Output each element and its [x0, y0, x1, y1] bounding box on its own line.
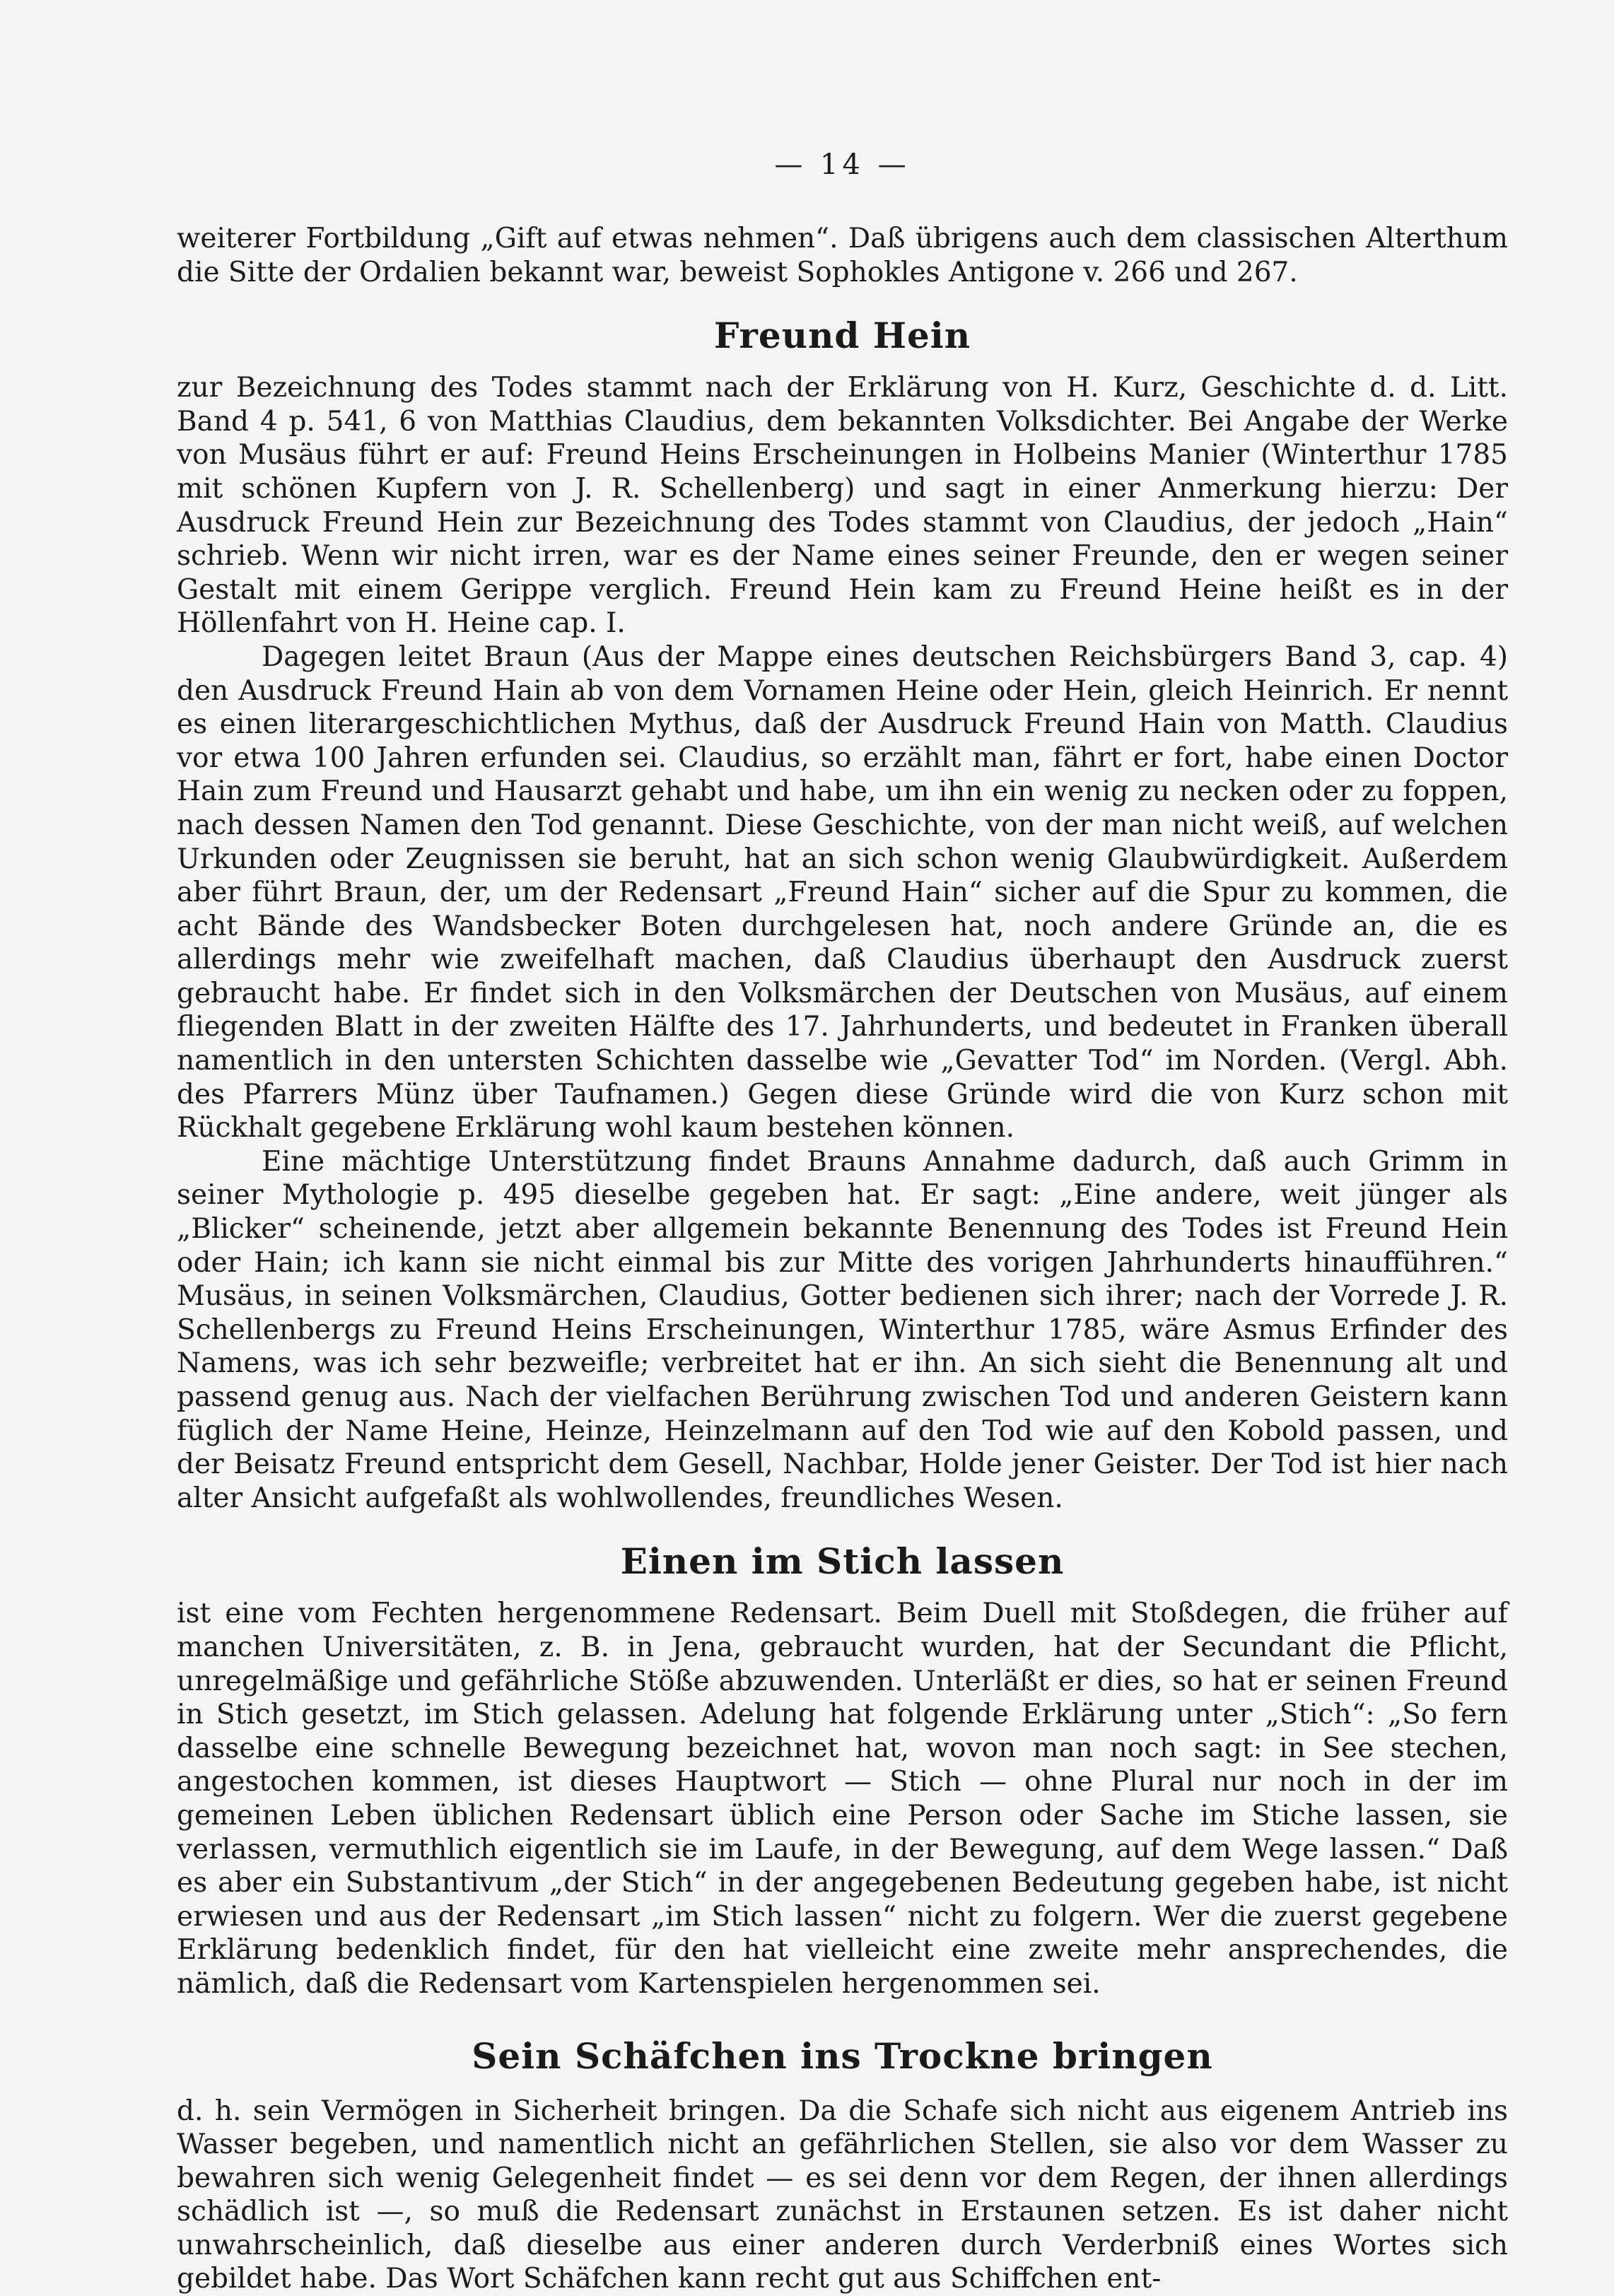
paragraph: ist eine vom Fechten hergenommene Redensart. Beim Duell mit Stoßdegen, die früher auf manchen Universitäten, z. B. in Jena, gebraucht wurden, hat der Secundant die Pflicht, unregelmäßige und gefährliche Stöße abzuwenden. Unterläßt er dies, so hat er seinen Freund in Stich gesetzt, im Stich gelassen. Adelung hat folgende Erklärung unter „Stich“: „So fern dasselbe eine schnelle Bewegung bezeichnet hat, wovon man noch sagt: in See stechen, angestochen kommen, ist dieses Hauptwort — Stich — ohne Plural nur noch in der im gemeinen Leben üblichen Redensart üblich eine Person oder Sache im Stiche lassen, sie verlassen, vermuthlich eigentlich sie im Laufe, in der Bewegung, auf dem Wege lassen.“ Daß es aber ein Substantivum „der Stich“ in der angegebenen Bedeutung gegeben habe, ist nicht erwiesen und aus der Redensart „im Stich lassen“ nicht zu folgern. Wer die zuerst gegebene Erklärung bedenklich findet, für den hat vielleicht eine zweite mehr ansprechendes, die nämlich, daß die Redensart vom Kartenspielen hergenommen sei. [177, 1597, 1508, 2001]
paragraph: d. h. sein Vermögen in Sicherheit bringen. Da die Schafe sich nicht aus eigenem Antrieb ins Wasser begeben, und namentlich nicht an gefährlichen Stellen, sie also vor dem Wasser zu bewahren sich wenig Gelegenheit findet — es sei denn vor dem Regen, der ihnen allerdings schädlich ist —, so muß die Redensart zunächst in Erstaunen setzen. Es ist daher nicht unwahrscheinlich, daß dieselbe aus einer anderen durch Verderbniß eines Wortes sich gebildet habe. Das Wort Schäfchen kann recht gut aus Schiffchen ent- [177, 2095, 1508, 2296]
page-number: — 14 — [177, 148, 1508, 181]
section-heading-schaefchen: Sein Schäfchen ins Trockne bringen [177, 2035, 1508, 2078]
intro-paragraph: weiterer Fortbildung „Gift auf etwas nehmen“. Daß übrigens auch dem classischen Alterthum die Sitte der Ordalien bekannt war, beweist Sophokles Antigone v. 266 und 267. [177, 222, 1508, 289]
paragraph: Eine mächtige Unterstützung findet Brauns Annahme dadurch, daß auch Grimm in seiner Mythologie p. 495 dieselbe gegeben hat. Er sagt: „Eine andere, weit jünger als „Blicker“ scheinende, jetzt aber allgemein bekannte Benennung des Todes ist Freund Hein oder Hain; ich kann sie nicht einmal bis zur Mitte des vorigen Jahrhunderts hinaufführen.“ Musäus, in seinen Volksmärchen, Claudius, Gotter bedienen sich ihrer; nach der Vorrede J. R. Schellenbergs zu Freund Heins Erscheinungen, Winterthur 1785, wäre Asmus Erfinder des Namens, was ich sehr bezweifle; verbreitet hat er ihn. An sich sieht die Benennung alt und passend genug aus. Nach der vielfachen Berührung zwischen Tod und anderen Geistern kann füglich der Name Heine, Heinze, Heinzelmann auf den Tod wie auf den Kobold passen, und der Beisatz Freund entspricht dem Gesell, Nachbar, Holde jener Geister. Der Tod ist hier nach alter Ansicht aufgefaßt als wohlwollendes, freundliches Wesen. [177, 1145, 1508, 1516]
paragraph: zur Bezeichnung des Todes stammt nach der Erklärung von H. Kurz, Geschichte d. d. Litt. Band 4 p. 541, 6 von Matthias Claudius, dem bekannten Volksdichter. Bei Angabe der Werke von Musäus führt er auf: Freund Heins Erscheinungen in Holbeins Manier (Winterthur 1785 mit schönen Kupfern von J. R. Schellenberg) und sagt in einer Anmerkung hierzu: Der Ausdruck Freund Hein zur Bezeichnung des Todes stammt von Claudius, der jedoch „Hain“ schrieb. Wenn wir nicht irren, war es der Name eines seiner Freunde, den er wegen seiner Gestalt mit einem Gerippe verglich. Freund Hein kam zu Freund Heine heißt es in der Höllenfahrt von H. Heine cap. I. [177, 371, 1508, 640]
section-heading-freund-hein: Freund Hein [177, 315, 1508, 357]
section-heading-stich: Einen im Stich lassen [177, 1540, 1508, 1583]
paragraph: Dagegen leitet Braun (Aus der Mappe eines deutschen Reichsbürgers Band 3, cap. 4) den Ausdruck Freund Hain ab von dem Vornamen Heine oder Hein, gleich Heinrich. Er nennt es einen literargeschichtlichen Mythus, daß der Ausdruck Freund Hain von Matth. Claudius vor etwa 100 Jahren erfunden sei. Claudius, so erzählt man, fährt er fort, habe einen Doctor Hain zum Freund und Hausarzt gehabt und habe, um ihn ein wenig zu necken oder zu foppen, nach dessen Namen den Tod genannt. Diese Geschichte, von der man nicht weiß, auf welchen Urkunden oder Zeugnissen sie beruht, hat an sich schon wenig Glaubwürdigkeit. Außerdem aber führt Braun, der, um der Redensart „Freund Hain“ sicher auf die Spur zu kommen, die acht Bände des Wandsbecker Boten durchgelesen hat, noch andere Gründe an, die es allerdings mehr wie zweifelhaft machen, daß Claudius überhaupt den Ausdruck zuerst gebraucht habe. Er findet sich in den Volksmärchen der Deutschen von Musäus, auf einem fliegenden Blatt in der zweiten Hälfte des 17. Jahrhunderts, und bedeutet in Franken überall namentlich in den untersten Schichten dasselbe wie „Gevatter Tod“ im Norden. (Vergl. Abh. des Pfarrers Münz über Taufnamen.) Gegen diese Gründe wird die von Kurz schon mit Rückhalt gegebene Erklärung wohl kaum bestehen können. [177, 640, 1508, 1145]
